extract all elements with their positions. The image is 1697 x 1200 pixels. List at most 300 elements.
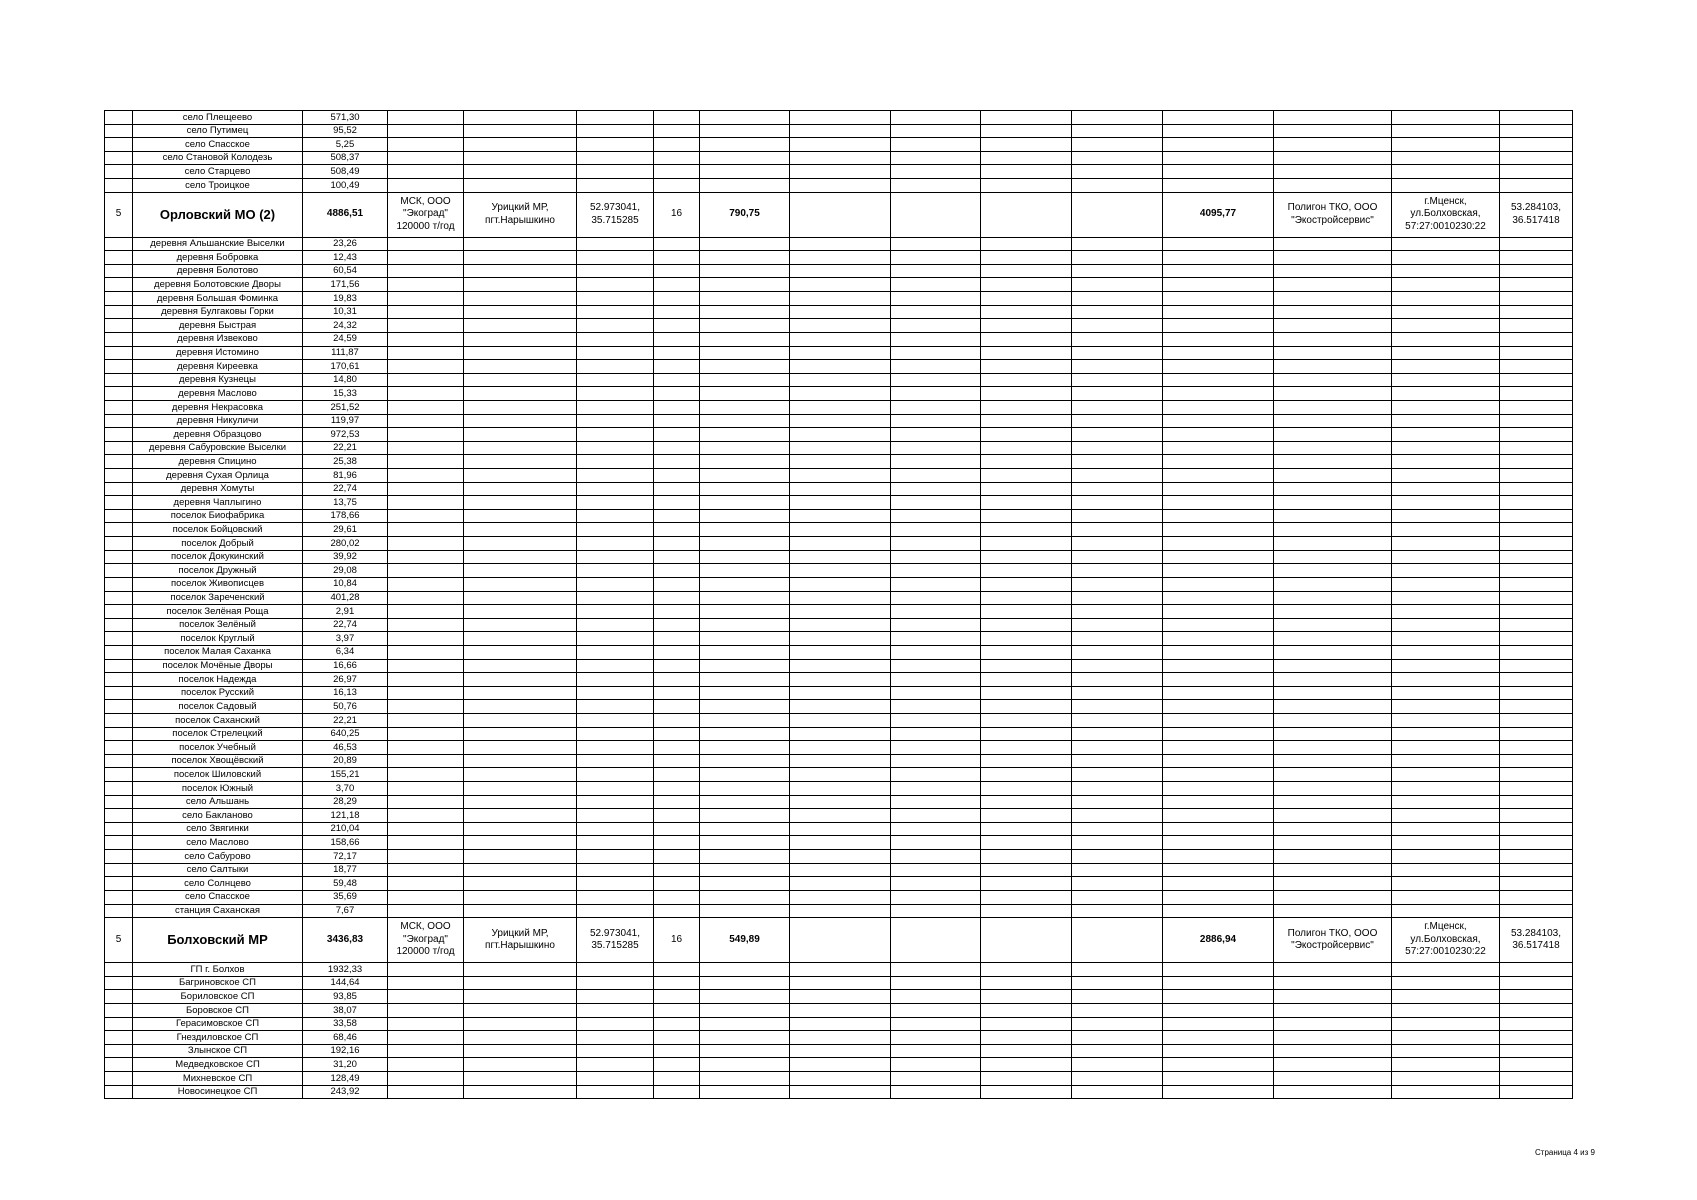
empty-cell [1500, 305, 1573, 319]
empty-cell [981, 1072, 1072, 1086]
waste-amount: 178,66 [303, 509, 388, 523]
waste-amount: 210,04 [303, 822, 388, 836]
empty-cell [388, 251, 464, 265]
empty-cell [464, 754, 577, 768]
empty-cell [1500, 1085, 1573, 1099]
waste-amount: 16,66 [303, 659, 388, 673]
empty-cell [1163, 700, 1274, 714]
empty-cell [790, 768, 891, 782]
empty-cell [654, 124, 700, 138]
empty-cell [981, 1044, 1072, 1058]
empty-cell [700, 1085, 790, 1099]
empty-cell [700, 863, 790, 877]
empty-cell [790, 537, 891, 551]
empty-cell [981, 605, 1072, 619]
empty-cell [577, 768, 654, 782]
empty-cell [1072, 741, 1163, 755]
empty-cell [577, 673, 654, 687]
empty-cell [1274, 976, 1392, 990]
empty-cell [577, 305, 654, 319]
waste-amount: 170,61 [303, 360, 388, 374]
empty-cell [1072, 523, 1163, 537]
settlement-name: деревня Извеково [133, 332, 303, 346]
empty-cell [464, 237, 577, 251]
empty-cell [1500, 1044, 1573, 1058]
table-row [105, 346, 1573, 360]
empty-cell [1163, 605, 1274, 619]
empty-cell [654, 1044, 700, 1058]
empty-cell [1163, 523, 1274, 537]
waste-amount: 18,77 [303, 863, 388, 877]
empty-cell [891, 509, 981, 523]
empty-cell [891, 537, 981, 551]
empty-cell [700, 713, 790, 727]
waste-amount: 3,97 [303, 632, 388, 646]
waste-amount: 20,89 [303, 754, 388, 768]
empty-cell [464, 1017, 577, 1031]
empty-cell [654, 618, 700, 632]
empty-cell [891, 441, 981, 455]
empty-cell [1392, 305, 1500, 319]
empty-cell [464, 836, 577, 850]
settlement-name: село Салтыки [133, 863, 303, 877]
empty-cell [577, 124, 654, 138]
empty-cell [464, 822, 577, 836]
empty-cell [1274, 605, 1392, 619]
empty-cell [577, 387, 654, 401]
settlement-name: село Альшань [133, 795, 303, 809]
empty-cell [1392, 577, 1500, 591]
empty-cell [790, 618, 891, 632]
empty-cell [1500, 441, 1573, 455]
empty-cell [1274, 292, 1392, 306]
empty-cell [891, 768, 981, 782]
empty-cell [1500, 686, 1573, 700]
empty-cell [388, 564, 464, 578]
empty-cell [1274, 1072, 1392, 1086]
empty-cell [464, 904, 577, 918]
empty-cell [388, 605, 464, 619]
empty-cell [464, 305, 577, 319]
empty-cell [1500, 332, 1573, 346]
empty-cell [700, 428, 790, 442]
empty-cell [1500, 111, 1573, 125]
empty-cell [464, 976, 577, 990]
table-row [105, 795, 1573, 809]
empty-cell [1500, 700, 1573, 714]
number-cell [105, 1072, 133, 1086]
empty-cell [700, 373, 790, 387]
number-cell [105, 632, 133, 646]
empty-cell [388, 976, 464, 990]
empty-cell [700, 332, 790, 346]
empty-cell [1392, 727, 1500, 741]
empty-cell [1392, 550, 1500, 564]
empty-cell [464, 618, 577, 632]
empty-cell [700, 523, 790, 537]
empty-cell [464, 795, 577, 809]
empty-cell [981, 645, 1072, 659]
settlement-name: поселок Дружный [133, 564, 303, 578]
empty-cell [790, 360, 891, 374]
empty-cell [577, 1058, 654, 1072]
empty-cell [891, 264, 981, 278]
empty-cell [1163, 360, 1274, 374]
waste-amount: 22,21 [303, 713, 388, 727]
empty-cell [1072, 278, 1163, 292]
empty-cell [388, 963, 464, 977]
empty-cell [891, 591, 981, 605]
settlement-name: Боровское СП [133, 1003, 303, 1017]
empty-cell [1163, 400, 1274, 414]
number-cell [105, 618, 133, 632]
empty-cell [790, 292, 891, 306]
table-row [105, 124, 1573, 138]
settlement-name: деревня Болотово [133, 264, 303, 278]
empty-cell [1500, 890, 1573, 904]
empty-cell [790, 890, 891, 904]
empty-cell [790, 713, 891, 727]
table-row [105, 976, 1573, 990]
empty-cell [1274, 822, 1392, 836]
empty-cell [388, 577, 464, 591]
waste-amount: 22,21 [303, 441, 388, 455]
empty-cell [981, 686, 1072, 700]
empty-cell [1163, 1058, 1274, 1072]
empty-cell [981, 441, 1072, 455]
number-cell [105, 537, 133, 551]
waste-amount: 19,83 [303, 292, 388, 306]
empty-cell [654, 863, 700, 877]
empty-cell [981, 237, 1072, 251]
empty-cell [577, 400, 654, 414]
empty-cell [981, 1017, 1072, 1031]
empty-cell [577, 1085, 654, 1099]
empty-cell [891, 387, 981, 401]
empty-cell [981, 727, 1072, 741]
empty-cell [981, 292, 1072, 306]
empty-cell [1274, 537, 1392, 551]
empty-cell [654, 360, 700, 374]
settlement-name: село Звягинки [133, 822, 303, 836]
settlement-name: Медведковское СП [133, 1058, 303, 1072]
number-cell [105, 251, 133, 265]
empty-cell [700, 111, 790, 125]
table-row [105, 1003, 1573, 1017]
empty-cell [790, 990, 891, 1004]
empty-cell [790, 741, 891, 755]
empty-cell [1072, 537, 1163, 551]
empty-cell [388, 645, 464, 659]
empty-cell [577, 292, 654, 306]
empty-cell [388, 863, 464, 877]
empty-cell [577, 111, 654, 125]
empty-cell [388, 332, 464, 346]
empty-cell [1274, 809, 1392, 823]
empty-cell [577, 659, 654, 673]
empty-cell [790, 387, 891, 401]
settlement-name: поселок Добрый [133, 537, 303, 551]
empty-cell [790, 278, 891, 292]
empty-cell [1500, 179, 1573, 193]
empty-cell [700, 441, 790, 455]
empty-cell [1500, 863, 1573, 877]
empty-cell [388, 264, 464, 278]
empty-cell [577, 428, 654, 442]
table-row [105, 319, 1573, 333]
empty-cell [891, 111, 981, 125]
empty-cell [654, 469, 700, 483]
empty-cell [1500, 550, 1573, 564]
empty-cell [1072, 373, 1163, 387]
table-row [105, 496, 1573, 510]
waste-amount: 39,92 [303, 550, 388, 564]
empty-cell [1500, 523, 1573, 537]
empty-cell [1392, 877, 1500, 891]
empty-cell [700, 822, 790, 836]
empty-cell [1392, 278, 1500, 292]
settlement-name: поселок Шиловский [133, 768, 303, 782]
empty-cell [1274, 1017, 1392, 1031]
empty-cell [654, 482, 700, 496]
empty-cell [700, 1003, 790, 1017]
empty-cell [981, 455, 1072, 469]
number-cell [105, 1085, 133, 1099]
settlement-name: деревня Болотовские Дворы [133, 278, 303, 292]
empty-cell [388, 904, 464, 918]
empty-cell [1163, 387, 1274, 401]
empty-cell [1072, 455, 1163, 469]
empty-cell [790, 1072, 891, 1086]
empty-cell [891, 659, 981, 673]
distance-value: 16 [654, 918, 700, 963]
number-cell [105, 428, 133, 442]
empty-cell [700, 165, 790, 179]
empty-cell [891, 1085, 981, 1099]
empty-cell [1500, 904, 1573, 918]
empty-cell [1072, 1003, 1163, 1017]
empty-cell [981, 976, 1072, 990]
empty-cell [790, 1017, 891, 1031]
empty-cell [790, 251, 891, 265]
empty-cell [700, 836, 790, 850]
empty-cell [700, 904, 790, 918]
empty-cell [577, 591, 654, 605]
empty-cell [1163, 890, 1274, 904]
empty-cell [981, 179, 1072, 193]
empty-cell [700, 179, 790, 193]
settlement-name: поселок Хвощёвский [133, 754, 303, 768]
number-cell [105, 111, 133, 125]
facility-coordinates: 52.973041, 35.715285 [577, 192, 654, 237]
empty-cell [577, 319, 654, 333]
empty-cell [1072, 192, 1163, 237]
waste-amount: 6,34 [303, 645, 388, 659]
empty-cell [790, 1085, 891, 1099]
empty-cell [700, 963, 790, 977]
empty-cell [1274, 591, 1392, 605]
empty-cell [981, 1031, 1072, 1045]
empty-cell [464, 877, 577, 891]
empty-cell [700, 809, 790, 823]
waste-amount: 29,61 [303, 523, 388, 537]
table-row [105, 151, 1573, 165]
empty-cell [654, 292, 700, 306]
empty-cell [464, 605, 577, 619]
empty-cell [1163, 346, 1274, 360]
empty-cell [1500, 877, 1573, 891]
empty-cell [388, 795, 464, 809]
waste-amount: 16,13 [303, 686, 388, 700]
settlement-name: поселок Садовый [133, 700, 303, 714]
number-cell [105, 441, 133, 455]
empty-cell [388, 414, 464, 428]
empty-cell [388, 387, 464, 401]
empty-cell [577, 179, 654, 193]
empty-cell [1274, 632, 1392, 646]
waste-amount: 243,92 [303, 1085, 388, 1099]
empty-cell [464, 990, 577, 1004]
empty-cell [981, 618, 1072, 632]
empty-cell [790, 659, 891, 673]
empty-cell [464, 124, 577, 138]
empty-cell [1072, 550, 1163, 564]
empty-cell [700, 618, 790, 632]
empty-cell [891, 179, 981, 193]
empty-cell [700, 700, 790, 714]
empty-cell [790, 179, 891, 193]
empty-cell [577, 264, 654, 278]
empty-cell [577, 632, 654, 646]
empty-cell [700, 591, 790, 605]
number-cell [105, 550, 133, 564]
empty-cell [700, 537, 790, 551]
empty-cell [1072, 469, 1163, 483]
empty-cell [891, 754, 981, 768]
table-row [105, 400, 1573, 414]
empty-cell [1072, 918, 1163, 963]
empty-cell [700, 850, 790, 864]
empty-cell [388, 360, 464, 374]
municipality-row [105, 918, 1573, 963]
settlement-name: поселок Мочёные Дворы [133, 659, 303, 673]
empty-cell [654, 754, 700, 768]
empty-cell [891, 469, 981, 483]
waste-amount: 22,74 [303, 482, 388, 496]
empty-cell [1072, 754, 1163, 768]
empty-cell [464, 165, 577, 179]
empty-cell [654, 577, 700, 591]
empty-cell [1500, 455, 1573, 469]
empty-cell [388, 278, 464, 292]
empty-cell [388, 455, 464, 469]
empty-cell [700, 360, 790, 374]
empty-cell [1500, 990, 1573, 1004]
empty-cell [700, 673, 790, 687]
empty-cell [388, 305, 464, 319]
empty-cell [464, 346, 577, 360]
empty-cell [981, 713, 1072, 727]
waste-flow-table [104, 110, 1573, 1099]
empty-cell [1072, 509, 1163, 523]
empty-cell [891, 237, 981, 251]
empty-cell [891, 904, 981, 918]
empty-cell [1163, 537, 1274, 551]
empty-cell [981, 319, 1072, 333]
empty-cell [1072, 727, 1163, 741]
landfill-coordinates: 53.284103, 36.517418 [1500, 192, 1573, 237]
waste-amount: 10,84 [303, 577, 388, 591]
table-row [105, 768, 1573, 782]
empty-cell [1392, 509, 1500, 523]
empty-cell [654, 509, 700, 523]
empty-cell [891, 319, 981, 333]
empty-cell [654, 387, 700, 401]
empty-cell [1274, 482, 1392, 496]
empty-cell [981, 863, 1072, 877]
empty-cell [700, 577, 790, 591]
empty-cell [1163, 963, 1274, 977]
empty-cell [1500, 727, 1573, 741]
empty-cell [1072, 400, 1163, 414]
empty-cell [577, 822, 654, 836]
empty-cell [464, 890, 577, 904]
empty-cell [1072, 1072, 1163, 1086]
waste-amount: 46,53 [303, 741, 388, 755]
empty-cell [981, 264, 1072, 278]
empty-cell [1163, 577, 1274, 591]
empty-cell [1392, 963, 1500, 977]
empty-cell [654, 111, 700, 125]
empty-cell [1392, 700, 1500, 714]
empty-cell [1163, 822, 1274, 836]
waste-amount: 26,97 [303, 673, 388, 687]
empty-cell [790, 918, 891, 963]
settlement-name: поселок Круглый [133, 632, 303, 646]
municipality-name: Орловский МО (2) [133, 192, 303, 237]
empty-cell [1163, 1085, 1274, 1099]
table-row [105, 754, 1573, 768]
empty-cell [891, 360, 981, 374]
empty-cell [891, 850, 981, 864]
empty-cell [700, 659, 790, 673]
table-row [105, 713, 1573, 727]
empty-cell [577, 455, 654, 469]
empty-cell [790, 523, 891, 537]
empty-cell [1072, 577, 1163, 591]
empty-cell [1163, 138, 1274, 152]
empty-cell [388, 469, 464, 483]
empty-cell [1072, 645, 1163, 659]
empty-cell [654, 455, 700, 469]
empty-cell [464, 319, 577, 333]
empty-cell [1392, 264, 1500, 278]
empty-cell [891, 577, 981, 591]
empty-cell [1072, 673, 1163, 687]
number-cell [105, 850, 133, 864]
settlement-name: село Становой Колодезь [133, 151, 303, 165]
empty-cell [891, 686, 981, 700]
empty-cell [1274, 414, 1392, 428]
empty-cell [1392, 292, 1500, 306]
settlement-name: поселок Южный [133, 782, 303, 796]
waste-amount: 24,32 [303, 319, 388, 333]
empty-cell [654, 1058, 700, 1072]
empty-cell [790, 577, 891, 591]
empty-cell [1072, 319, 1163, 333]
empty-cell [654, 537, 700, 551]
empty-cell [577, 550, 654, 564]
